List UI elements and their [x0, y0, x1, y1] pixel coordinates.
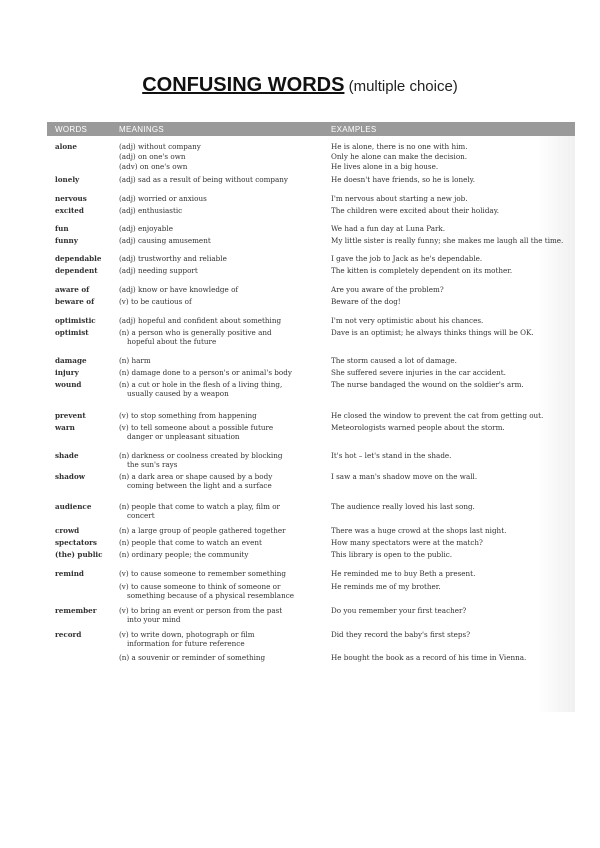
meaning-cell: [119, 368, 329, 377]
example-cell: How many spectators were at the match?: [331, 538, 483, 547]
word-cell: shade: [55, 451, 79, 460]
example-cell: She suffered severe injuries in the car accident.: [331, 368, 506, 377]
meaning-line: (adj) on one's own: [119, 152, 186, 161]
meaning-cell: [119, 175, 329, 184]
meaning-cell: [119, 526, 329, 535]
meaning-line: (adj) worried or anxious: [119, 194, 207, 203]
example-cell: Dave is an optimist; he always thinks things will be OK.: [331, 328, 534, 337]
word-cell: spectators: [55, 538, 97, 547]
meaning-cell: [119, 502, 329, 520]
word-cell: remember: [55, 606, 97, 615]
example-cell: I'm nervous about starting a new job.: [331, 194, 468, 203]
header-examples: EXAMPLES: [331, 125, 377, 134]
meaning-cell: [119, 297, 329, 306]
meaning-line: (adj) enthusiastic: [119, 206, 183, 215]
meaning-cell: [119, 142, 329, 151]
word-cell: record: [55, 630, 82, 639]
meaning-cell: [119, 316, 329, 325]
example-cell: Only he alone can make the decision.: [331, 152, 468, 161]
word-cell: fun: [55, 224, 69, 233]
meaning-line: (v) to write down, photograph or film: [119, 630, 255, 639]
word-cell: wound: [55, 380, 82, 389]
example-cell: He bought the book as a record of his time in Vienna.: [331, 653, 527, 662]
example-cell: This library is open to the public.: [331, 550, 453, 559]
page-title: [0, 74, 600, 97]
word-cell: alone: [55, 142, 77, 151]
example-cell: My little sister is really funny; she makes me laugh all the time.: [331, 236, 564, 245]
word-cell: optimist: [55, 328, 89, 337]
example-cell: It's hot – let's stand in the shade.: [331, 451, 452, 460]
meaning-cell: [119, 356, 329, 365]
word-cell: funny: [55, 236, 78, 245]
meaning-line: (v) to bring an event or person from the past: [119, 606, 283, 615]
meaning-cell: [119, 630, 329, 648]
example-cell: He doesn't have friends, so he is lonely.: [331, 175, 476, 184]
meaning-line-continued: coming between the light and a surface: [127, 481, 272, 490]
meaning-line: (adj) causing amusement: [119, 236, 211, 245]
word-cell: dependent: [55, 266, 98, 275]
meaning-line: (v) to tell someone about a possible future: [119, 423, 274, 432]
word-cell: excited: [55, 206, 84, 215]
meaning-line: (adj) know or have knowledge of: [119, 285, 239, 294]
meaning-line: (adj) hopeful and confident about something: [119, 316, 282, 325]
meaning-line-continued: concert: [127, 511, 155, 520]
meaning-line: (n) ordinary people; the community: [119, 550, 249, 559]
title-subtitle: (multiple choice): [344, 78, 458, 95]
example-cell: Did they record the baby's first steps?: [331, 630, 471, 639]
word-cell: crowd: [55, 526, 80, 535]
example-cell: Meteorologists warned people about the storm.: [331, 423, 505, 432]
word-cell: lonely: [55, 175, 80, 184]
header-words: WORDS: [55, 125, 88, 134]
meaning-cell: [119, 472, 329, 490]
meaning-cell: [119, 224, 329, 233]
meaning-line-continued: danger or unpleasant situation: [127, 432, 240, 441]
word-cell: nervous: [55, 194, 87, 203]
meaning-line-continued: the sun's rays: [127, 460, 178, 469]
meaning-cell: [119, 538, 329, 547]
meaning-line: (n) a dark area or shape caused by a body: [119, 472, 273, 481]
word-cell: (the) public: [55, 550, 103, 559]
example-cell: I'm not very optimistic about his chances.: [331, 316, 484, 325]
meaning-cell: [119, 162, 329, 171]
example-cell: I saw a man's shadow move on the wall.: [331, 472, 478, 481]
meaning-line-continued: usually caused by a weapon: [127, 389, 229, 398]
example-cell: He reminded me to buy Beth a present.: [331, 569, 476, 578]
meaning-cell: [119, 206, 329, 215]
meaning-line: (n) darkness or coolness created by blocking: [119, 451, 283, 460]
example-cell: He reminds me of my brother.: [331, 582, 441, 591]
example-cell: He lives alone in a big house.: [331, 162, 439, 171]
meaning-cell: [119, 380, 329, 398]
example-cell: He is alone, there is no one with him.: [331, 142, 468, 151]
meaning-cell: [119, 606, 329, 624]
meaning-cell: [119, 423, 329, 441]
meaning-cell: [119, 285, 329, 294]
title-main: CONFUSING WORDS: [142, 74, 345, 96]
word-cell: optimistic: [55, 316, 96, 325]
example-cell: The kitten is completely dependent on its mother.: [331, 266, 513, 275]
meaning-line: (v) to stop something from happening: [119, 411, 257, 420]
meaning-line: (n) people that come to watch an event: [119, 538, 262, 547]
meaning-cell: [119, 569, 329, 578]
meaning-line: (adj) without company: [119, 142, 201, 151]
word-cell: audience: [55, 502, 92, 511]
meaning-line: (adj) enjoyable: [119, 224, 173, 233]
meaning-line: (n) a cut or hole in the flesh of a living thing,: [119, 380, 283, 389]
meaning-line: (v) to be cautious of: [119, 297, 192, 306]
meaning-cell: [119, 236, 329, 245]
word-cell: damage: [55, 356, 87, 365]
word-cell: shadow: [55, 472, 85, 481]
meaning-line: (n) a large group of people gathered together: [119, 526, 286, 535]
meaning-cell: [119, 152, 329, 161]
meaning-line-continued: something because of a physical resemblance: [127, 591, 294, 600]
word-cell: warn: [55, 423, 75, 432]
meaning-cell: [119, 550, 329, 559]
example-cell: We had a fun day at Luna Park.: [331, 224, 446, 233]
meaning-cell: [119, 582, 329, 600]
meaning-line: (n) damage done to a person's or animal's body: [119, 368, 292, 377]
meaning-line: (adj) needing support: [119, 266, 198, 275]
example-cell: He closed the window to prevent the cat from getting out.: [331, 411, 544, 420]
example-cell: There was a huge crowd at the shops last night.: [331, 526, 507, 535]
meaning-line: (v) to cause someone to think of someone or: [119, 582, 281, 591]
word-cell: dependable: [55, 254, 102, 263]
table-header: [47, 122, 575, 136]
header-meanings: MEANINGS: [119, 125, 165, 134]
meaning-line-continued: into your mind: [127, 615, 181, 624]
word-cell: beware of: [55, 297, 95, 306]
example-cell: The audience really loved his last song.: [331, 502, 475, 511]
word-cell: injury: [55, 368, 79, 377]
meaning-line: (adj) sad as a result of being without company: [119, 175, 288, 184]
word-cell: aware of: [55, 285, 90, 294]
example-cell: The storm caused a lot of damage.: [331, 356, 457, 365]
meaning-line: (v) to cause someone to remember something: [119, 569, 286, 578]
meaning-cell: [119, 328, 329, 346]
example-cell: Are you aware of the problem?: [331, 285, 444, 294]
word-cell: prevent: [55, 411, 86, 420]
meaning-line: (n) harm: [119, 356, 151, 365]
meaning-line: (adj) trustworthy and reliable: [119, 254, 227, 263]
meaning-cell: [119, 266, 329, 275]
meaning-line: (n) a souvenir or reminder of something: [119, 653, 266, 662]
example-cell: The children were excited about their holiday.: [331, 206, 500, 215]
meaning-cell: [119, 254, 329, 263]
example-cell: I gave the job to Jack as he's dependable.: [331, 254, 483, 263]
vocabulary-table: [47, 122, 575, 712]
meaning-cell: [119, 653, 329, 662]
meaning-line: (n) people that come to watch a play, film or: [119, 502, 280, 511]
meaning-line: (adv) on one's own: [119, 162, 188, 171]
meaning-cell: [119, 451, 329, 469]
meaning-line-continued: hopeful about the future: [127, 337, 217, 346]
example-cell: Do you remember your first teacher?: [331, 606, 467, 615]
example-cell: The nurse bandaged the wound on the soldier's arm.: [331, 380, 524, 389]
meaning-line-continued: information for future reference: [127, 639, 245, 648]
word-cell: remind: [55, 569, 84, 578]
meaning-line: (n) a person who is generally positive and: [119, 328, 272, 337]
meaning-cell: [119, 411, 329, 420]
meaning-cell: [119, 194, 329, 203]
example-cell: Beware of the dog!: [331, 297, 401, 306]
